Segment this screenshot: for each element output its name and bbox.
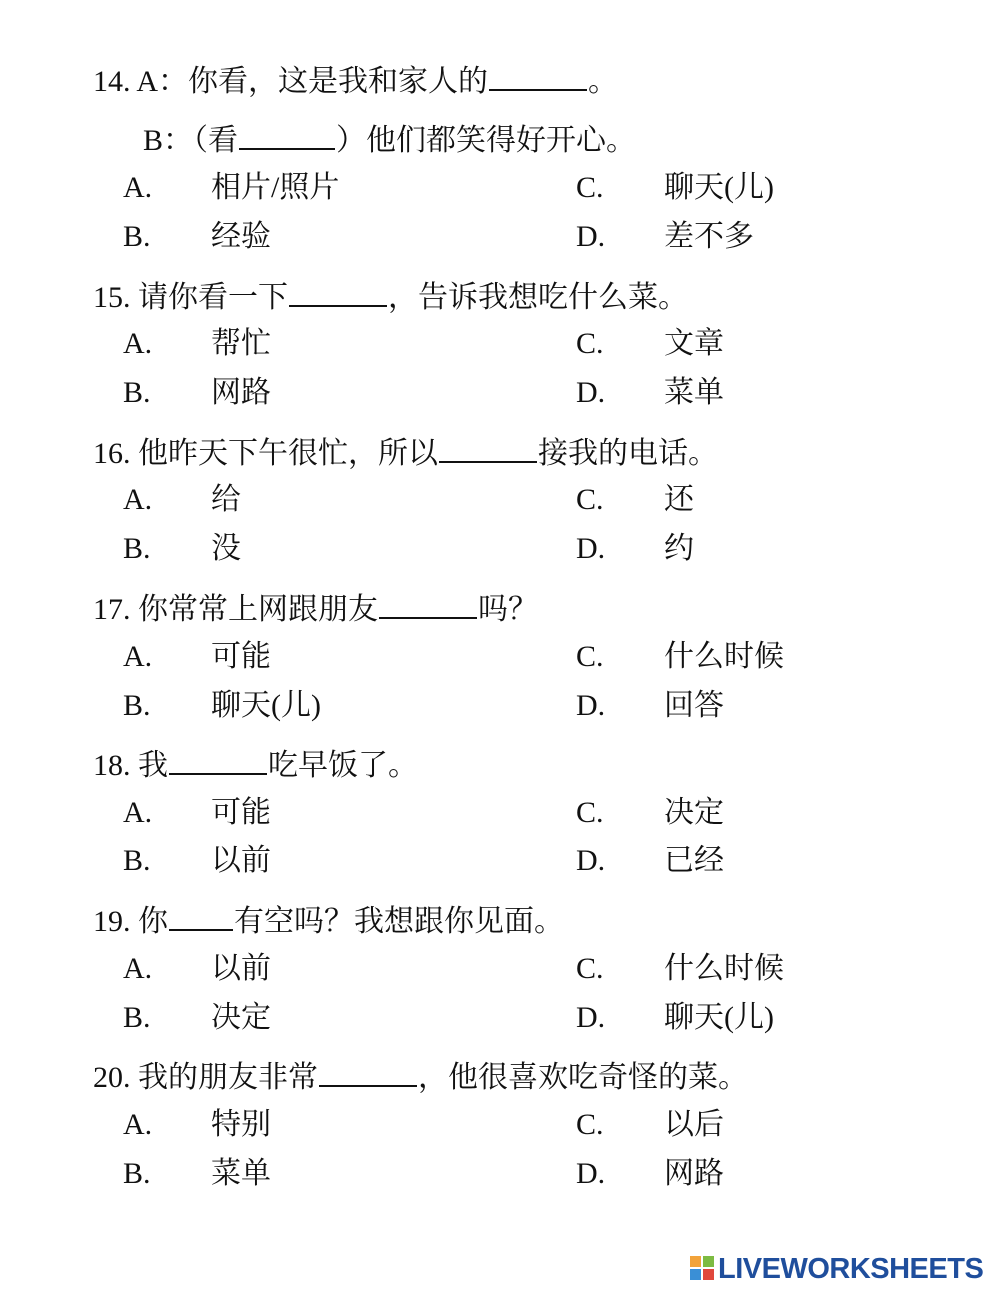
liveworksheets-logo[interactable] (690, 1252, 990, 1286)
option-letter: C. (576, 483, 604, 516)
question-suffix: 吃早饭了。 (268, 749, 418, 782)
option-letter: C. (576, 952, 604, 985)
liveworksheets-brand-text: LIVEWORKSHEETS (718, 1253, 984, 1285)
option-text: 菜单 (664, 376, 724, 409)
option-letter: D. (576, 689, 606, 722)
option-letter: C. (576, 796, 604, 829)
question-number: 15. (93, 281, 131, 314)
option-letter: B. (123, 532, 151, 565)
option-letter: C. (576, 327, 604, 360)
option-text: 回答 (664, 689, 724, 722)
option-text: 文章 (664, 327, 724, 360)
question-suffix: ，他很喜欢吃奇怪的菜。 (418, 1061, 748, 1094)
option-a[interactable] (123, 171, 523, 205)
answer-blank[interactable] (439, 435, 537, 463)
option-letter: A. (123, 1108, 153, 1141)
answer-blank[interactable] (319, 1059, 417, 1087)
option-d[interactable] (576, 376, 976, 410)
option-a[interactable] (123, 327, 523, 361)
option-text: 相片/照片 (211, 171, 340, 204)
option-text: 经验 (211, 220, 271, 253)
option-letter: D. (576, 844, 606, 877)
option-text: 什么时候 (664, 640, 784, 673)
question-20 (93, 1059, 748, 1095)
option-c[interactable] (576, 483, 976, 517)
option-letter: B. (123, 1157, 151, 1190)
answer-blank[interactable] (489, 63, 587, 91)
option-d[interactable] (576, 844, 976, 878)
question-number: 16. (93, 437, 131, 470)
option-c[interactable] (576, 327, 976, 361)
option-letter: D. (576, 1157, 606, 1190)
option-letter: A. (123, 327, 153, 360)
option-d[interactable] (576, 1001, 976, 1035)
answer-blank[interactable] (379, 591, 477, 619)
option-letter: B. (123, 376, 151, 409)
option-text: 以前 (211, 844, 271, 877)
question-18 (93, 747, 418, 783)
option-b[interactable] (123, 1157, 523, 1191)
question-number: 17. (93, 593, 131, 626)
option-letter: D. (576, 376, 606, 409)
answer-blank[interactable] (169, 747, 267, 775)
liveworksheets-logo-icon (690, 1256, 714, 1280)
question-suffix: 吗？ (478, 593, 538, 626)
option-letter: D. (576, 1001, 606, 1034)
option-text: 决定 (664, 796, 724, 829)
option-text: 以后 (664, 1108, 724, 1141)
question-19 (93, 903, 564, 939)
option-text: 差不多 (664, 220, 754, 253)
question-14-line-b (143, 122, 636, 158)
option-text: 特别 (211, 1108, 271, 1141)
question-prefix: 你常常上网跟朋友 (138, 593, 378, 626)
option-a[interactable] (123, 640, 523, 674)
option-c[interactable] (576, 1108, 976, 1142)
question-14 (93, 63, 618, 99)
option-c[interactable] (576, 640, 976, 674)
option-text: 聊天(儿) (664, 1001, 774, 1034)
question-number: 20. (93, 1061, 131, 1094)
question-17 (93, 591, 538, 627)
option-letter: A. (123, 952, 153, 985)
option-a[interactable] (123, 483, 523, 517)
option-text: 决定 (211, 1001, 271, 1034)
option-text: 还 (664, 483, 694, 516)
option-letter: B. (123, 220, 151, 253)
question-15 (93, 279, 688, 315)
question-suffix: 有空吗？我想跟你见面。 (234, 905, 564, 938)
option-d[interactable] (576, 1157, 976, 1191)
question-number: 14. (93, 65, 131, 98)
question-line-b-prefix: B：（看 (143, 124, 239, 157)
option-text: 已经 (664, 844, 724, 877)
option-letter: D. (576, 220, 606, 253)
question-suffix: 。 (588, 65, 619, 98)
answer-blank[interactable] (239, 122, 335, 150)
answer-blank[interactable] (169, 903, 233, 931)
question-prefix: 你 (138, 905, 168, 938)
option-c[interactable] (576, 952, 976, 986)
option-text: 给 (211, 483, 241, 516)
option-text: 没 (211, 532, 241, 565)
option-letter: C. (576, 640, 604, 673)
option-letter: A. (123, 640, 153, 673)
option-text: 什么时候 (664, 952, 784, 985)
option-letter: A. (123, 483, 153, 516)
option-letter: B. (123, 1001, 151, 1034)
question-prefix: 我 (138, 749, 168, 782)
option-b[interactable] (123, 376, 523, 410)
question-suffix: 接我的电话。 (538, 437, 718, 470)
option-c[interactable] (576, 796, 976, 830)
option-text: 以前 (211, 952, 271, 985)
option-text: 聊天(儿) (211, 689, 321, 722)
option-b[interactable] (123, 532, 523, 566)
option-b[interactable] (123, 689, 523, 723)
question-line-b-suffix: ）他们都笑得好开心。 (336, 124, 637, 157)
option-d[interactable] (576, 689, 976, 723)
option-text: 可能 (211, 796, 271, 829)
option-text: 网路 (664, 1157, 724, 1190)
option-letter: C. (576, 171, 604, 204)
question-prefix: 我的朋友非常 (138, 1061, 318, 1094)
option-c[interactable] (576, 171, 976, 205)
question-prefix: A：你看，这是我和家人的 (136, 65, 489, 98)
question-number: 18. (93, 749, 131, 782)
option-text: 约 (664, 532, 694, 565)
option-letter: C. (576, 1108, 604, 1141)
question-prefix: 他昨天下午很忙，所以 (138, 437, 438, 470)
option-letter: D. (576, 532, 606, 565)
option-letter: A. (123, 796, 153, 829)
question-prefix: 请你看一下 (138, 281, 288, 314)
option-letter: B. (123, 689, 151, 722)
question-suffix: ，告诉我想吃什么菜。 (388, 281, 688, 314)
option-b[interactable] (123, 1001, 523, 1035)
option-letter: B. (123, 844, 151, 877)
answer-blank[interactable] (289, 279, 387, 307)
option-text: 可能 (211, 640, 271, 673)
option-text: 聊天(儿) (664, 171, 774, 204)
option-text: 帮忙 (211, 327, 271, 360)
question-number: 19. (93, 905, 131, 938)
option-text: 网路 (211, 376, 271, 409)
question-16 (93, 435, 718, 471)
option-d[interactable] (576, 220, 976, 254)
option-a[interactable] (123, 796, 523, 830)
option-text: 菜单 (211, 1157, 271, 1190)
option-d[interactable] (576, 532, 976, 566)
option-a[interactable] (123, 1108, 523, 1142)
option-letter: A. (123, 171, 153, 204)
option-b[interactable] (123, 220, 523, 254)
option-a[interactable] (123, 952, 523, 986)
option-b[interactable] (123, 844, 523, 878)
